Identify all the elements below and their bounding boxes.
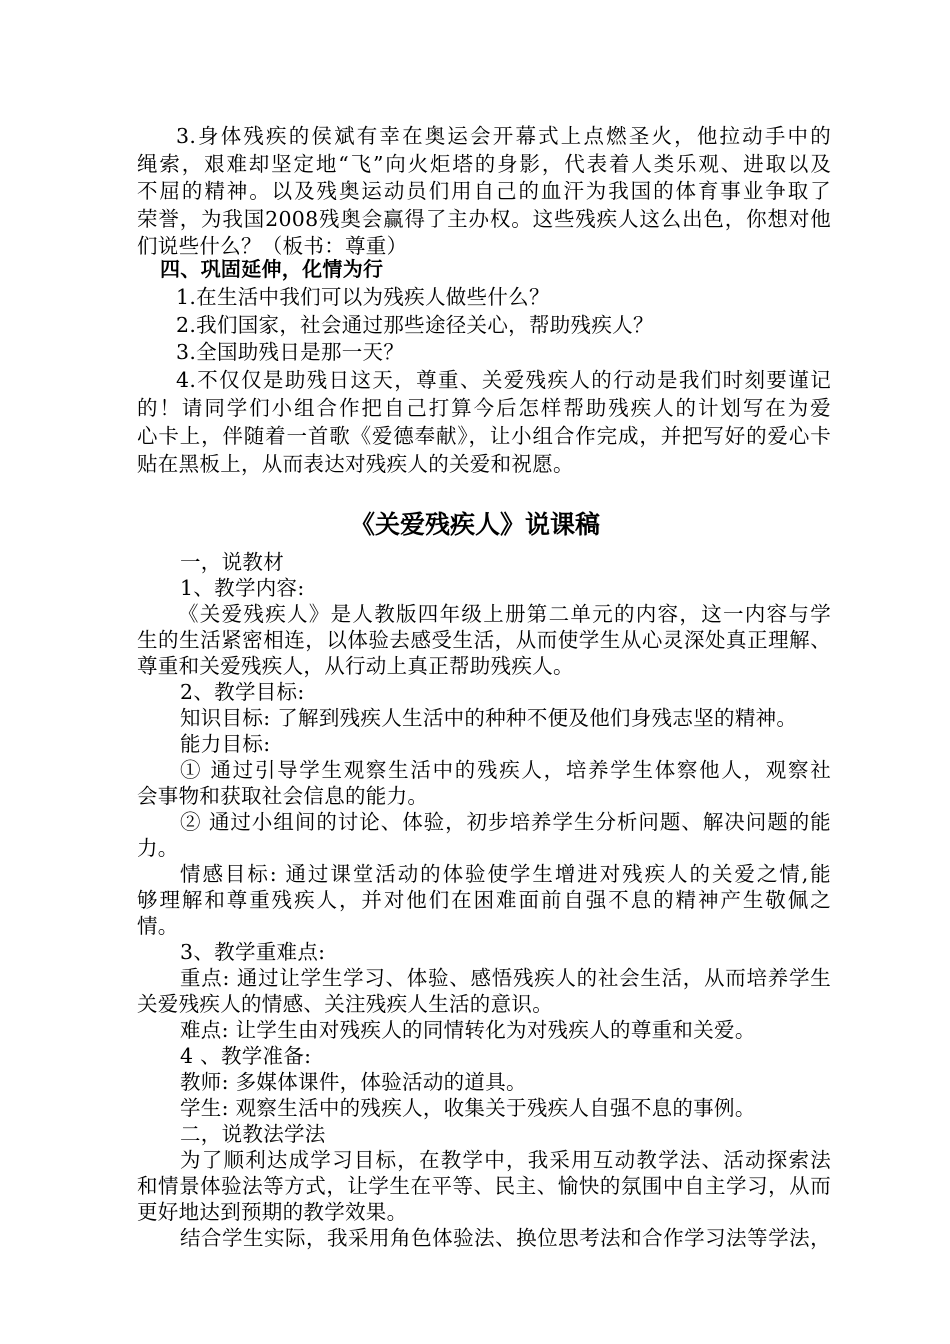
- learning-method: 结合学生实际，我采用角色体验法、换位思考法和合作学习法等学法，: [180, 1226, 831, 1250]
- text-line: 够理解和尊重残疾人，并对他们在困难面前自强不息的精神产生敬佩之: [137, 888, 831, 912]
- subsection-heading: 1、教学内容:: [180, 576, 305, 600]
- difficult-point: 难点: 让学生由对残疾人的同情转化为对残疾人的尊重和关爱。: [180, 1018, 756, 1042]
- text-line: 的！请同学们小组合作把自己打算今后怎样帮助残疾人的计划写在为爱: [137, 396, 831, 420]
- text-line: 力。: [137, 836, 179, 860]
- text-line: 不屈的精神。以及残奥运动员们用自己的血汗为我国的体育事业争取了: [137, 179, 831, 203]
- teacher-prep: 教师: 多媒体课件，体验活动的道具。: [180, 1070, 527, 1094]
- text-line: 和情景体验法等方式，让学生在平等、民主、愉快的氛围中自主学习，从而: [137, 1174, 831, 1198]
- question-1: 1.在生活中我们可以为残疾人做些什么？: [176, 285, 550, 309]
- document-title: 《关爱残疾人》说课稿: [349, 510, 600, 539]
- ability-goal-label: 能力目标:: [180, 732, 271, 756]
- text-line: 《关爱残疾人》是人教版四年级上册第二单元的内容，这一内容与学: [178, 602, 831, 626]
- text-line: 尊重和关爱残疾人，从行动上真正帮助残疾人。: [137, 654, 574, 678]
- text-line: 3.身体残疾的侯斌有幸在奥运会开幕式上点燃圣火，他拉动手中的: [176, 124, 831, 148]
- section-heading: 一，说教材: [180, 550, 284, 574]
- text-line: ① 通过引导学生观察生活中的残疾人，培养学生体察他人，观察社: [180, 758, 831, 782]
- text-line: 更好地达到预期的教学效果。: [137, 1200, 408, 1224]
- section-heading: 四、巩固延伸，化情为行: [160, 257, 384, 281]
- section-heading: 二，说教法学法: [180, 1122, 326, 1146]
- text-line: 生的生活紧密相连，以体验去感受生活，从而使学生从心灵深处真正理解、: [137, 628, 831, 652]
- subsection-heading: 3、教学重难点:: [180, 940, 326, 964]
- subsection-heading: 4 、教学准备:: [180, 1044, 312, 1068]
- text-line: 情感目标: 通过课堂活动的体验使学生增进对残疾人的关爱之情,能: [180, 862, 831, 886]
- knowledge-goal: 知识目标: 了解到残疾人生活中的种种不便及他们身残志坚的精神。: [180, 706, 798, 730]
- text-line: 会事物和获取社会信息的能力。: [137, 784, 429, 808]
- text-line: 贴在黑板上，从而表达对残疾人的关爱和祝愿。: [137, 452, 574, 476]
- text-line: 为了顺利达成学习目标，在教学中，我采用互动教学法、活动探索法: [180, 1148, 831, 1172]
- question-2: 2.我们国家，社会通过那些途径关心，帮助残疾人？: [176, 313, 654, 337]
- text-line: 心卡上，伴随着一首歌《爱德奉献》，让小组合作完成，并把写好的爱心卡: [137, 424, 831, 448]
- text-line: 关爱残疾人的情感、关注残疾人生活的意识。: [137, 992, 553, 1016]
- text-line: ② 通过小组间的讨论、体验，初步培养学生分析问题、解决问题的能: [180, 810, 831, 834]
- text-line: 绳索，艰难却坚定地“飞”向火炬塔的身影，代表着人类乐观、进取以及: [137, 152, 831, 176]
- text-line: 重点: 通过让学生学习、体验、感悟残疾人的社会生活，从而培养学生: [180, 966, 831, 990]
- subsection-heading: 2、教学目标:: [180, 680, 305, 704]
- student-prep: 学生: 观察生活中的残疾人，收集关于残疾人自强不息的事例。: [180, 1096, 756, 1120]
- text-line: 4.不仅仅是助残日这天，尊重、关爱残疾人的行动是我们时刻要谨记: [176, 368, 831, 392]
- text-line: 情。: [137, 914, 179, 938]
- text-line: 荣誉，为我国2008残奥会赢得了主办权。这些残疾人这么出色，你想对他: [137, 207, 831, 231]
- text-line: 们说些什么？（板书：尊重）: [137, 234, 408, 258]
- question-3: 3.全国助残日是那一天？: [176, 340, 405, 364]
